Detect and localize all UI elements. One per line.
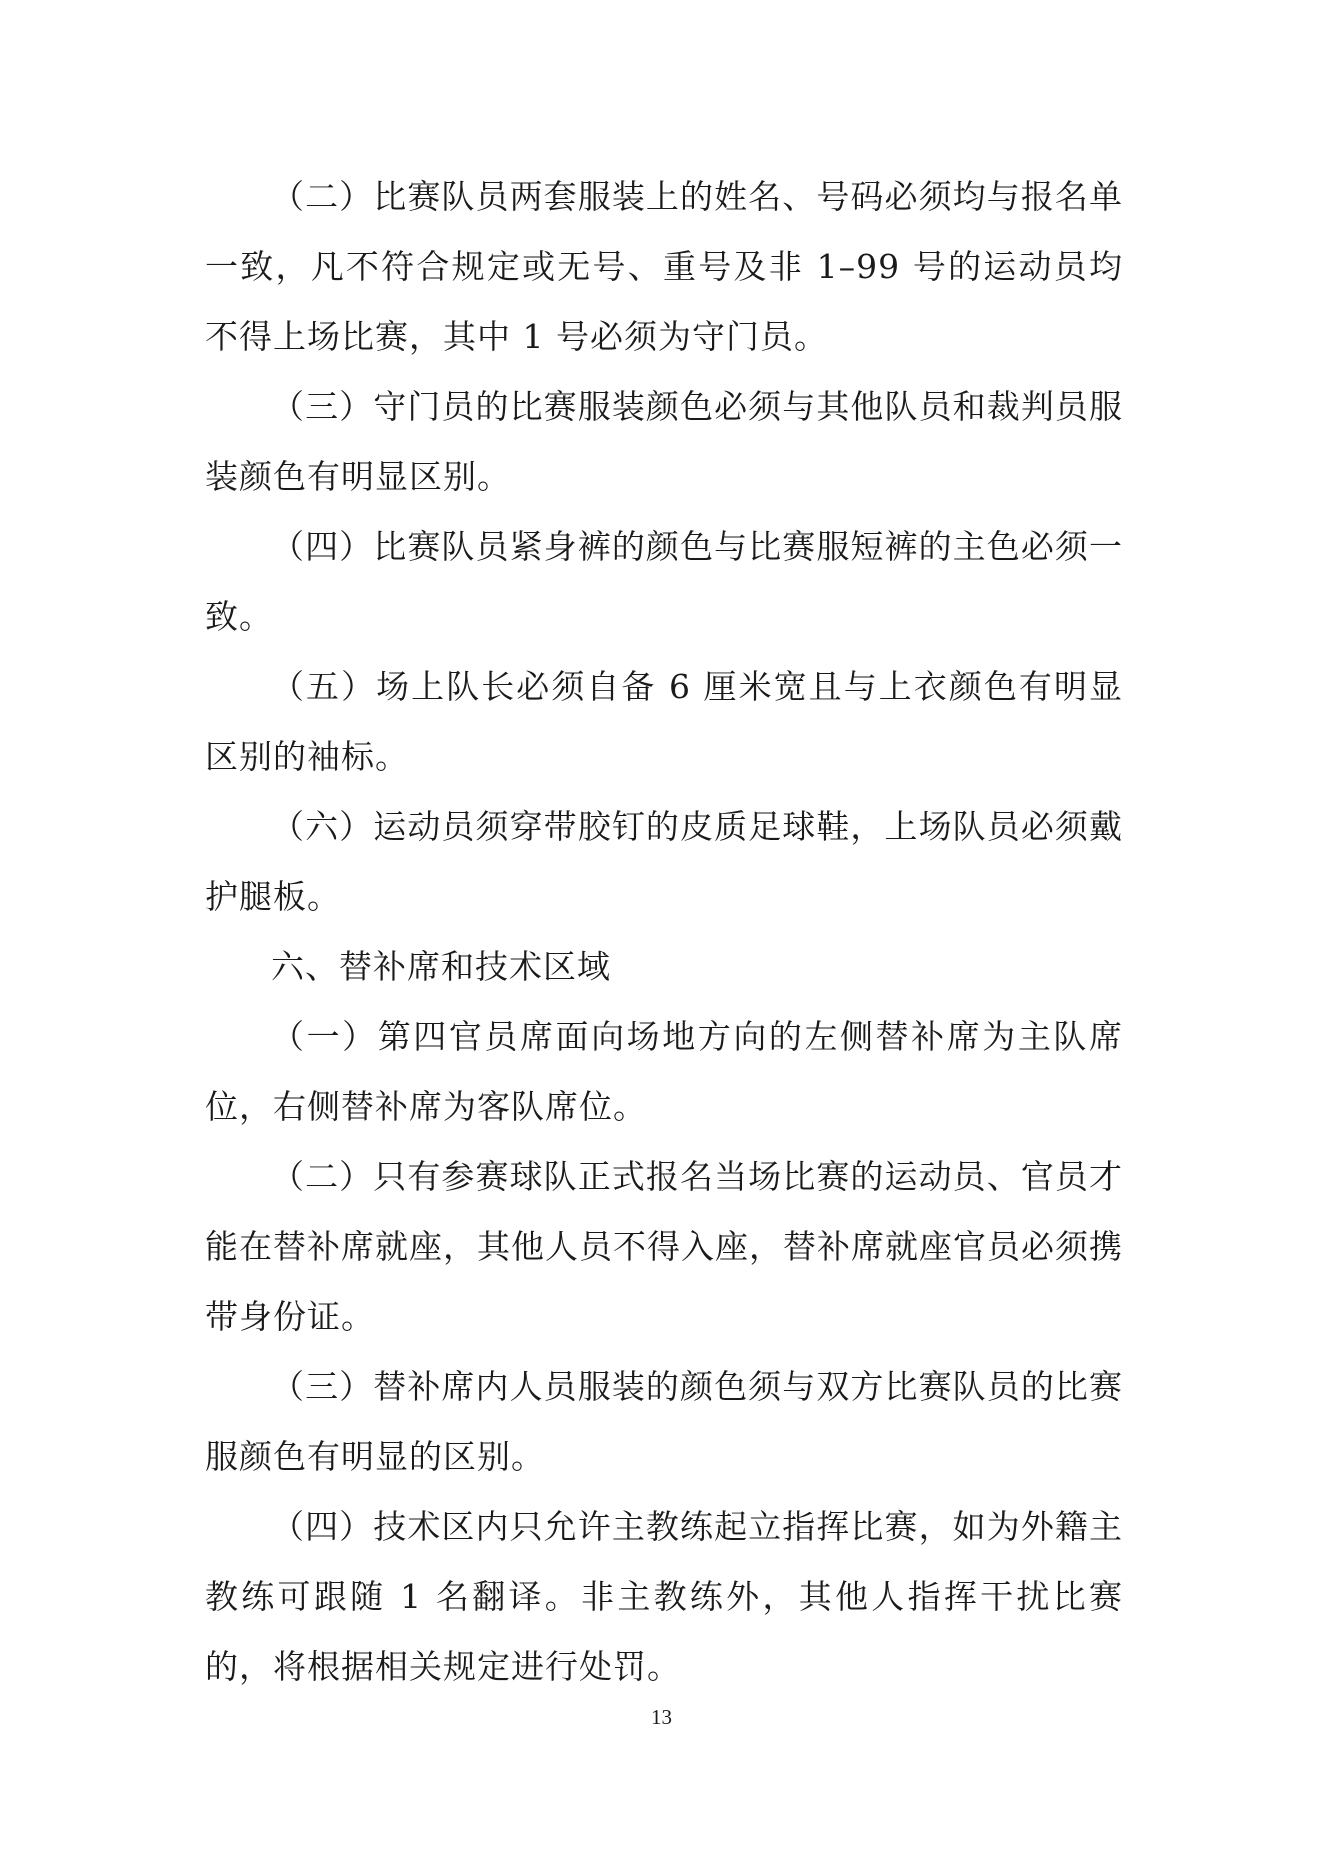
paragraph-bench-assignment: （一）第四官员席面向场地方向的左侧替补席为主队席位，右侧替补席为客队席位。 [205,1017,1123,1126]
section-heading-bench-technical-area: 六、替补席和技术区域 [271,947,611,986]
document-body [205,162,1123,1702]
paragraph-tights-color: （四）比赛队员紧身裤的颜色与比赛服短裤的主色必须一致。 [205,527,1123,636]
paragraph-bench-eligibility: （二）只有参赛球队正式报名当场比赛的运动员、官员才能在替补席就座，其他人员不得入座，替补席就座官员必须携带身份证。 [205,1157,1123,1336]
page-number: 13 [651,1705,672,1729]
paragraph-bench-clothing: （三）替补席内人员服装的颜色须与双方比赛队员的比赛服颜色有明显的区别。 [205,1367,1123,1476]
paragraph-technical-area-coaching: （四）技术区内只允许主教练起立指挥比赛，如为外籍主教练可跟随 1 名翻译。非主教练外，其他人指挥干扰比赛的，将根据相关规定进行处罚。 [205,1507,1123,1686]
paragraph-uniform-names-numbers: （二）比赛队员两套服装上的姓名、号码必须均与报名单一致，凡不符合规定或无号、重号及非 1–99 号的运动员均不得上场比赛，其中 1 号必须为守门员。 [205,177,1123,356]
paragraph-boots-shinguards: （六）运动员须穿带胶钉的皮质足球鞋，上场队员必须戴护腿板。 [205,807,1123,916]
paragraph-captain-armband: （五）场上队长必须自备 6 厘米宽且与上衣颜色有明显区别的袖标。 [205,667,1123,776]
paragraph-goalkeeper-uniform: （三）守门员的比赛服装颜色必须与其他队员和裁判员服装颜色有明显区别。 [205,387,1123,496]
